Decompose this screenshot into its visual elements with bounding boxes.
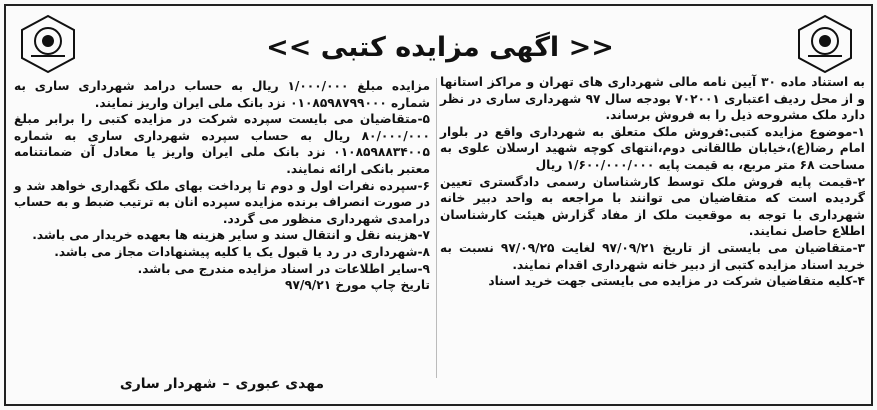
clause-8: ۸-شهرداری در رد یا قبول یک یا کلیه پیشنهادات مجاز می باشد. (54, 244, 430, 259)
clause-3: ۳-متقاضیان می بایستی از تاریخ ۹۷/۰۹/۲۱ لغایت ۹۷/۰۹/۲۵ نسبت به خرید اسناد مزایده کتبی از دبیر خانه شهرداری اقدام نمایند. (440, 240, 865, 272)
clause-4-end: مزایده مبلغ ۱/۰۰۰/۰۰۰ ریال به حساب درامد شهرداری ساری به شماره ۰۱۰۸۵۹۸۷۹۹۰۰۰ نزد بانک ملی ایران واریز نمایند. (14, 79, 430, 110)
sari-municipality-emblem-left (18, 14, 78, 74)
sari-municipality-emblem (795, 14, 855, 74)
left-column (14, 78, 430, 294)
clause-7: ۷-هزینه نقل و انتقال سند و سایر هزینه ها بعهده خریدار می باشد. (32, 228, 430, 243)
announcement-title: << اگهی مزایده کتبی >> (266, 32, 614, 63)
print-date: تاریخ چاپ مورخ ۹۷/۹/۲۱ (285, 278, 430, 293)
right-column (440, 74, 865, 290)
column-divider (436, 78, 437, 378)
clause-6: ۶-سپرده نفرات اول و دوم تا پرداخت بهای ملک نگهداری خواهد شد و در صورت انصراف برنده مزایده سپرده انان به ترتیب ضبط و به حساب درامدی شهرداری منظور می گردد. (14, 178, 430, 226)
intro-paragraph: به استناد ماده ۳۰ آیین نامه مالی شهرداری های تهران و مراکز استانها و از محل ردیف اعتباری ۷۰۲۰۰۱ بودجه سال ۹۷ شهرداری ساری در نظر دارد ملک مشروحه ذیل را به فروش برساند. (440, 75, 865, 123)
clause-5: ۵-متقاضیان می بایست سپرده شرکت در مزایده کتبی را برابر مبلغ ۸۰/۰۰۰/۰۰۰ ریال به حساب سپرده شهرداری ساری به شماره ۰۱۰۸۵۹۸۸۳۴۰۰۵ نزد بانک ملی ایران واریز یا معادل آن ضمانتنامه معتبر بانکی ارائه نمایند. (14, 112, 430, 176)
signature-line (14, 376, 430, 392)
signature-dash: – (222, 376, 230, 392)
signatory-name: مهدی عبوری (235, 376, 325, 392)
signatory-title: شهردار ساری (119, 376, 217, 392)
clause-4-start: ۴-کلیه متقاضیان شرکت در مزایده می بایستی جهت خرید اسناد (488, 274, 865, 289)
clause-9: ۹-سایر اطلاعات در اسناد مزایده مندرج می باشد. (137, 261, 430, 276)
clause-2: ۲-قیمت پایه فروش ملک توسط کارشناسان رسمی دادگستری تعیین گردیده است که متقاضیان می توانند با مراجعه به واحد دبیر خانه شهرداری با توجه به موقعیت ملک از مفاد گزارش هیئت کارشناسان اطلاع حاصل نمایند. (440, 174, 865, 239)
clause-1: ۱-موضوع مزایده کتبی:فروش ملک متعلق به شهرداری واقع در بلوار امام رضا(ع)،خیابان طالقانی دوم،انتهای کوچه شهید ارسلان علوی به مساحت ۶۸ متر مربع، به قیمت پایه ۱/۶۰۰/۰۰۰/۰۰۰ ریال (440, 124, 865, 172)
